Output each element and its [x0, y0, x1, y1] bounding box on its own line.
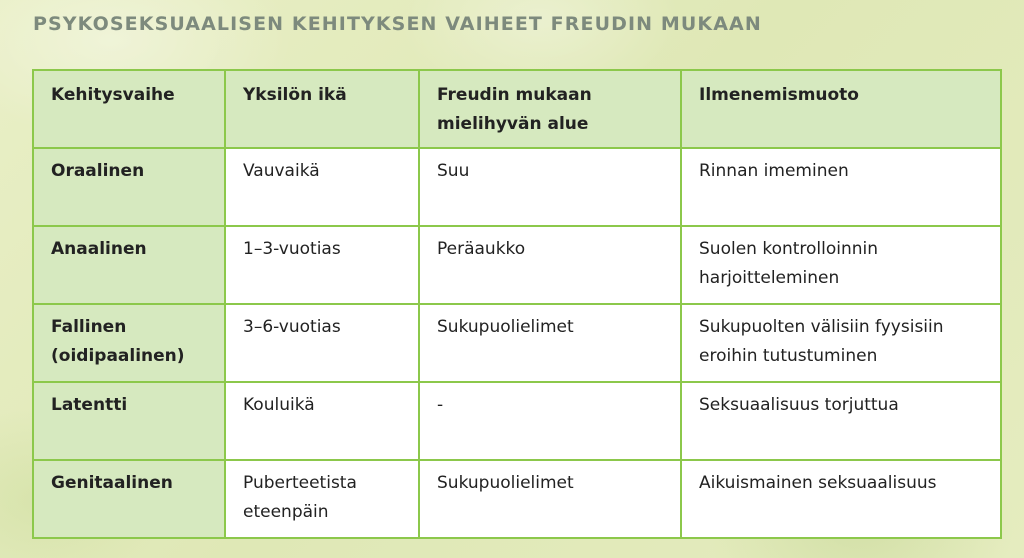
- table-row: [33, 148, 1001, 226]
- stage-cell: Fallinen (oidipaalinen): [33, 304, 225, 382]
- age-cell: Puberteetista eteenpäin: [225, 460, 419, 538]
- stages-table: [32, 69, 1002, 539]
- age-cell: Vauvaikä: [225, 148, 419, 226]
- header-manifestation: Ilmenemismuoto: [681, 70, 1001, 148]
- table-row: [33, 382, 1001, 460]
- table-row: [33, 304, 1001, 382]
- pleasure-area-cell: Sukupuolielimet: [419, 460, 681, 538]
- pleasure-area-cell: Sukupuolielimet: [419, 304, 681, 382]
- manifestation-cell: Rinnan imeminen: [681, 148, 1001, 226]
- table-row: [33, 460, 1001, 538]
- stage-cell: Oraalinen: [33, 148, 225, 226]
- age-cell: Kouluikä: [225, 382, 419, 460]
- manifestation-cell: Suolen kontrolloinnin harjoitteleminen: [681, 226, 1001, 304]
- manifestation-cell: Sukupuolten välisiin fyysisiin eroihin tutustuminen: [681, 304, 1001, 382]
- age-cell: 1–3-vuotias: [225, 226, 419, 304]
- header-age: Yksilön ikä: [225, 70, 419, 148]
- page-title: PSYKOSEKSUAALISEN KEHITYKSEN VAIHEET FREUDIN MUKAAN: [33, 13, 762, 35]
- header-pleasure-area: Freudin mukaan mielihyvän alue: [419, 70, 681, 148]
- header-stage: Kehitysvaihe: [33, 70, 225, 148]
- pleasure-area-cell: Peräaukko: [419, 226, 681, 304]
- manifestation-cell: Seksuaalisuus torjuttua: [681, 382, 1001, 460]
- manifestation-cell: Aikuismainen seksuaalisuus: [681, 460, 1001, 538]
- pleasure-area-cell: -: [419, 382, 681, 460]
- stage-cell: Genitaalinen: [33, 460, 225, 538]
- stage-cell: Latentti: [33, 382, 225, 460]
- stage-cell: Anaalinen: [33, 226, 225, 304]
- table-header-row: [33, 70, 1001, 148]
- table-row: [33, 226, 1001, 304]
- pleasure-area-cell: Suu: [419, 148, 681, 226]
- age-cell: 3–6-vuotias: [225, 304, 419, 382]
